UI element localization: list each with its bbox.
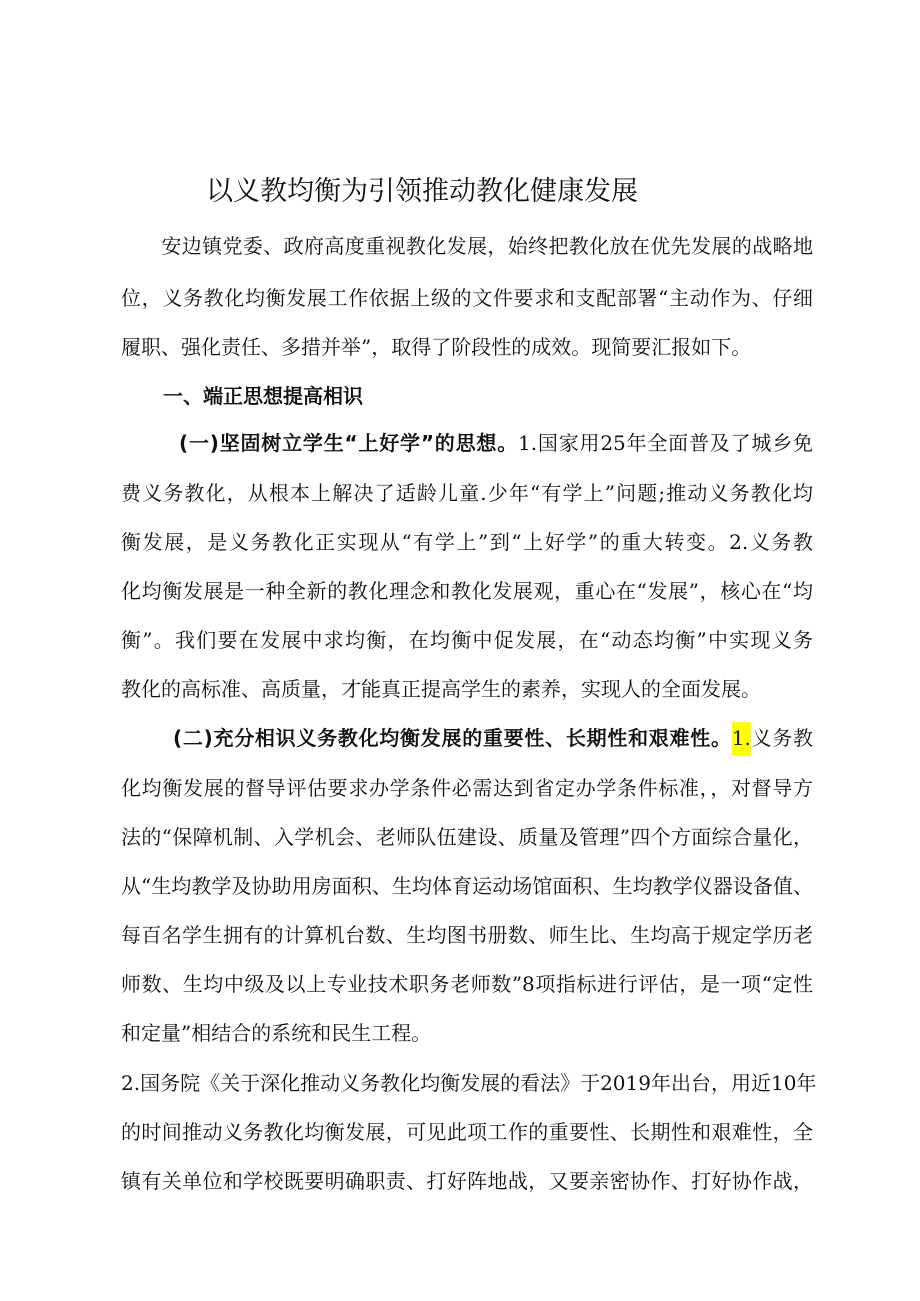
intro-line-1 bbox=[121, 231, 813, 261]
highlighted-number: 1. bbox=[732, 722, 751, 756]
para2-line-4: 从“生均教学及协助用房面积、生均体育运动场馆面积、生均教学仪器设备值、 bbox=[121, 874, 813, 898]
para3-line-1: 2.国务院《关于深化推动义务教化均衡发展的看法》于2019年出台，用近10年 bbox=[121, 1071, 817, 1095]
para2-line-5: 每百名学生拥有的计算机台数、生均图书册数、师生比、生均高于规定学历老 bbox=[121, 923, 813, 947]
para3-line-2: 的时间推动义务教化均衡发展，可见此项工作的重要性、长期性和艰难性，全 bbox=[121, 1120, 813, 1144]
section-heading-1: 一、端正思想提高相识 bbox=[163, 384, 363, 408]
document-title: 以义教均衡为引领推动教化健康发展 bbox=[206, 176, 638, 207]
para2-line-3: 法的“保障机制、入学机会、老师队伍建设、质量及管理”四个方面综合量化， bbox=[121, 825, 813, 849]
para1-heading: (一)坚固树立学生“上好学”的思想。 bbox=[179, 431, 519, 455]
para3-line-3: 镇有关单位和学校既要明确职责、打好阵地战，又要亲密协作、打好协作战， bbox=[121, 1169, 813, 1193]
para2-line1-rest: 义务教 bbox=[750, 726, 814, 750]
para2-line-1 bbox=[121, 723, 813, 753]
para1-line-2: 费义务教化，从根本上解决了适龄儿童.少年“有学上”问题;推动义务教化均 bbox=[121, 481, 813, 505]
para1-line1-rest: 1.国家用25年全面普及了城乡免 bbox=[518, 431, 814, 455]
para2-heading: (二)充分相识义务教化均衡发展的重要性、长期性和艰难性。 bbox=[173, 726, 732, 750]
para1-line-3: 衡发展，是义务教化正实现从“有学上”到“上好学”的重大转变。2.义务教 bbox=[121, 530, 813, 554]
para1-line-1 bbox=[121, 428, 813, 458]
para2-line-7: 和定量”相结合的系统和民生工程。 bbox=[121, 1021, 432, 1045]
intro-line-2: 位，义务教化均衡发展工作依据上级的文件要求和支配部署“主动作为、仔细 bbox=[121, 286, 813, 310]
para2-line-2: 化均衡发展的督导评估要求办学条件必需达到省定办学条件标准，，对督导方 bbox=[121, 776, 813, 800]
intro-text-1: 安边镇党委、政府高度重视教化发展，始终把教化放在优先发展的战略地 bbox=[161, 234, 813, 258]
para1-line-5: 衡”。我们要在发展中求均衡，在均衡中促发展，在“动态均衡”中实现义务 bbox=[121, 628, 813, 652]
para1-line-6: 教化的高标准、高质量，才能真正提高学生的素养，实现人的全面发展。 bbox=[121, 677, 761, 701]
para1-line-4: 化均衡发展是一种全新的教化理念和教化发展观，重心在“发展”，核心在“均 bbox=[121, 579, 813, 603]
intro-line-3: 履职、强化责任、多措并举”，取得了阶段性的成效。现简要汇报如下。 bbox=[121, 335, 752, 359]
para2-line-6: 师数、生均中级及以上专业技术职务老师数”8项指标进行评估，是一项“定性 bbox=[121, 972, 813, 996]
